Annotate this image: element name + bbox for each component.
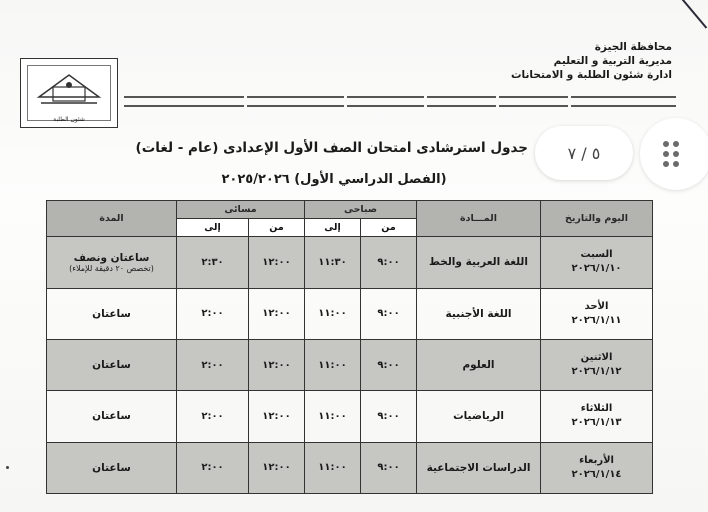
morning-from-cell: ٩:٠٠: [361, 391, 417, 442]
evening-to-cell: ٢:٠٠: [177, 442, 249, 493]
day-cell: [541, 339, 653, 390]
duration-cell: ساعتان: [47, 339, 177, 390]
evening-from-cell: ١٢:٠٠: [249, 391, 305, 442]
directorate-line: مديرية التربية و التعليم: [553, 55, 672, 67]
table-row: [47, 339, 653, 390]
exam-schedule-table: [46, 200, 653, 494]
grid-dot: [673, 141, 679, 147]
grid-dot: [663, 141, 669, 147]
duration-cell: ساعتان: [47, 442, 177, 493]
evening-to-cell: ٢:٣٠: [177, 237, 249, 288]
table-row: [47, 288, 653, 339]
exam-date: ٢٠٢٦/١/١٠: [571, 263, 622, 275]
morning-to-cell: ١١:٠٠: [305, 391, 361, 442]
page-indicator: [535, 126, 633, 180]
table-row: [47, 391, 653, 442]
evening-from-cell: ١٢:٠٠: [249, 442, 305, 493]
table-header-row: [47, 201, 653, 219]
subject-cell: اللغة الأجنبية: [417, 288, 541, 339]
ministry-header: [511, 40, 672, 82]
table-row: [47, 237, 653, 288]
grid-dot: [663, 161, 669, 167]
morning-from-cell: ٩:٠٠: [361, 288, 417, 339]
more-options-button[interactable]: [640, 118, 708, 190]
evening-from-cell: ١٢:٠٠: [249, 237, 305, 288]
header-subject: المـــادة: [417, 201, 541, 237]
duration-cell: [47, 237, 177, 288]
header-evening-from: من: [249, 219, 305, 237]
exam-date: ٢٠٢٦/١/١١: [571, 314, 622, 326]
exam-date: ٢٠٢٦/١/١٢: [571, 366, 622, 378]
day-cell: [541, 442, 653, 493]
day-name: الاثنين: [580, 352, 613, 364]
grid-dot: [673, 151, 679, 157]
day-cell: [541, 391, 653, 442]
morning-to-cell: ١١:٠٠: [305, 339, 361, 390]
morning-to-cell: ١١:٠٠: [305, 442, 361, 493]
logo-caption: شئون الطلبة: [53, 116, 85, 123]
exam-date: ٢٠٢٦/١/١٤: [571, 468, 622, 480]
day-name: الأحد: [584, 300, 609, 312]
subject-cell: العلوم: [417, 339, 541, 390]
evening-to-cell: ٢:٠٠: [177, 339, 249, 390]
duration-note: (تخصص ٢٠ دقيقة للإملاء): [69, 263, 154, 273]
morning-to-cell: ١١:٠٠: [305, 288, 361, 339]
day-name: السبت: [580, 249, 613, 261]
header-day: اليوم والتاريخ: [541, 201, 653, 237]
page-corner-fold: [680, 0, 708, 29]
morning-to-cell: ١١:٣٠: [305, 237, 361, 288]
emblem-icon: [31, 67, 107, 107]
governorate-line: محافظة الجيزة: [594, 41, 672, 53]
day-name: الثلاثاء: [580, 403, 613, 415]
header-morning: صباحى: [305, 201, 417, 219]
header-duration: المدة: [47, 201, 177, 237]
header-evening-to: إلى: [177, 219, 249, 237]
department-line: ادارة شئون الطلبة و الامتحانات: [511, 69, 672, 81]
evening-from-cell: ١٢:٠٠: [249, 339, 305, 390]
morning-from-cell: ٩:٠٠: [361, 442, 417, 493]
subject-cell: اللغة العربية والخط: [417, 237, 541, 288]
day-cell: [541, 288, 653, 339]
subject-cell: الرياضيات: [417, 391, 541, 442]
grid-dot: [673, 161, 679, 167]
header-morning-from: من: [361, 219, 417, 237]
duration-cell: ساعتان: [47, 391, 177, 442]
morning-from-cell: ٩:٠٠: [361, 237, 417, 288]
day-cell: [541, 237, 653, 288]
evening-to-cell: ٢:٠٠: [177, 288, 249, 339]
page-indicator-text: ٥ / ٧: [567, 143, 601, 163]
day-name: الأربعاء: [579, 454, 614, 466]
grid-dot: [663, 151, 669, 157]
margin-mark: [6, 466, 9, 469]
table-row: [47, 442, 653, 493]
document-title: جدول استرشادى امتحان الصف الأول الإعدادى (عام - لغات): [135, 140, 528, 156]
exam-date: ٢٠٢٦/١/١٣: [571, 417, 622, 429]
duration-text: ساعتان ونصف: [73, 251, 150, 264]
department-logo: [20, 58, 118, 128]
subject-cell: الدراسات الاجتماعية: [417, 442, 541, 493]
morning-from-cell: ٩:٠٠: [361, 339, 417, 390]
evening-from-cell: ١٢:٠٠: [249, 288, 305, 339]
header-evening: مسائى: [177, 201, 305, 219]
header-morning-to: إلى: [305, 219, 361, 237]
duration-cell: ساعتان: [47, 288, 177, 339]
evening-to-cell: ٢:٠٠: [177, 391, 249, 442]
header-divider: [124, 96, 676, 107]
document-subtitle: (الفصل الدراسي الأول) ٢٠٢٥/٢٠٢٦: [221, 172, 447, 187]
